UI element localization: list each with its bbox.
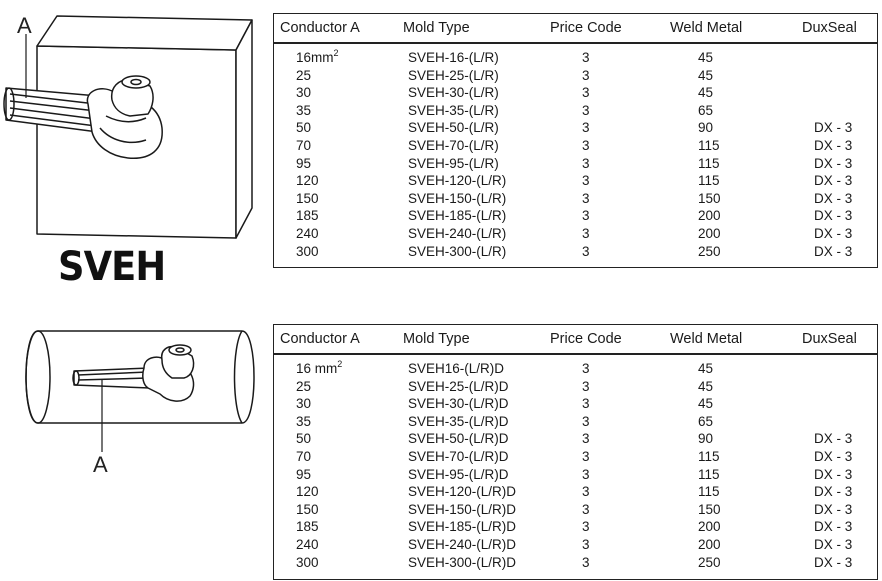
cell-weld-metal: 200	[698, 519, 721, 535]
cell-duxseal: DX - 3	[814, 519, 853, 535]
cell-mold-type: SVEH-150-(L/R)	[408, 190, 507, 206]
cell-price-code: 3	[582, 413, 590, 429]
table-row	[274, 244, 877, 262]
cell-price-code: 3	[582, 484, 590, 500]
table-row	[274, 191, 877, 209]
cell-duxseal: DX - 3	[814, 120, 853, 136]
cell-price-code: 3	[582, 378, 590, 394]
cell-weld-metal: 45	[698, 361, 714, 376]
cell-price-code: 3	[582, 501, 590, 517]
cell-weld-metal: 115	[698, 173, 720, 189]
cell-price-code: 3	[582, 208, 590, 224]
cell-weld-metal: 45	[698, 50, 714, 65]
header-duxseal: DuxSeal	[802, 331, 857, 347]
cell-weld-metal: 115	[698, 137, 720, 153]
table-row	[274, 484, 877, 502]
cell-mold-type: SVEH-150-(L/R)D	[408, 501, 517, 517]
table-row	[274, 519, 877, 537]
cell-duxseal: DX - 3	[814, 431, 853, 447]
header-mold-type: Mold Type	[403, 331, 470, 347]
cell-price-code: 3	[582, 536, 590, 552]
product-title: SVEH	[58, 244, 166, 290]
table-row	[274, 173, 877, 191]
cell-duxseal: DX - 3	[814, 501, 853, 517]
cell-mold-type: SVEH-120-(L/R)	[408, 173, 507, 189]
table-row	[274, 396, 877, 414]
table-row	[274, 50, 877, 68]
cell-price-code: 3	[582, 137, 590, 153]
cell-price-code: 3	[582, 173, 590, 189]
cell-weld-metal: 200	[698, 208, 721, 224]
cell-mold-type: SVEH-25-(L/R)D	[408, 378, 509, 394]
cell-duxseal: DX - 3	[814, 190, 853, 206]
table-body	[274, 355, 877, 572]
cell-conductor: 185	[296, 208, 319, 224]
cell-mold-type: SVEH-95-(L/R)D	[408, 466, 509, 482]
cell-price-code: 3	[582, 67, 590, 83]
table-row	[274, 68, 877, 86]
cell-mold-type: SVEH-35-(L/R)D	[408, 413, 509, 429]
cell-conductor: 50	[296, 120, 312, 136]
cell-mold-type: SVEH-300-(L/R)	[408, 243, 507, 259]
cell-mold-type: SVEH-70-(L/R)	[408, 137, 499, 153]
cell-price-code: 3	[582, 155, 590, 171]
cell-weld-metal: 150	[698, 501, 721, 517]
cell-conductor: 70	[296, 137, 312, 153]
wall-weld-illustration	[4, 16, 252, 238]
table-row	[274, 467, 877, 485]
header-weld-metal: Weld Metal	[670, 20, 743, 36]
cell-mold-type: SVEH-240-(L/R)	[408, 225, 507, 241]
cell-conductor: 35	[296, 413, 312, 429]
cell-weld-metal: 200	[698, 225, 721, 241]
cell-duxseal: DX - 3	[814, 484, 853, 500]
cell-duxseal: DX - 3	[814, 466, 853, 482]
cell-duxseal: DX - 3	[814, 137, 853, 153]
table-row	[274, 431, 877, 449]
cell-price-code: 3	[582, 519, 590, 535]
cell-conductor: 25	[296, 378, 312, 394]
cell-duxseal: DX - 3	[814, 448, 853, 464]
table-row	[274, 361, 877, 379]
unit-superscript: 2	[333, 48, 339, 58]
table-row	[274, 379, 877, 397]
table-row	[274, 414, 877, 432]
table-row	[274, 120, 877, 138]
unit-superscript: 2	[337, 359, 343, 369]
mold-table-pipe	[273, 324, 878, 580]
cell-price-code: 3	[582, 225, 590, 241]
header-conductor: Conductor A	[280, 20, 360, 36]
cell-price-code: 3	[582, 190, 590, 206]
cell-weld-metal: 250	[698, 554, 721, 570]
cell-duxseal: DX - 3	[814, 208, 853, 224]
header-mold-type: Mold Type	[403, 20, 470, 36]
cell-price-code: 3	[582, 102, 590, 118]
cell-conductor: 70	[296, 448, 312, 464]
cell-mold-type: SVEH-50-(L/R)	[408, 120, 499, 136]
cell-conductor: $16mm^2$	[296, 48, 339, 65]
cell-mold-type: SVEH-50-(L/R)D	[408, 431, 509, 447]
cell-price-code: 3	[582, 466, 590, 482]
cell-weld-metal: 90	[698, 120, 714, 136]
table-row	[274, 208, 877, 226]
cell-duxseal: DX - 3	[814, 225, 853, 241]
cell-conductor: 120	[296, 484, 319, 500]
callout-label-bottom: A	[93, 452, 108, 477]
cell-mold-type: SVEH-120-(L/R)D	[408, 484, 517, 500]
table-row	[274, 156, 877, 174]
cell-mold-type: SVEH16-(L/R)D	[408, 361, 505, 376]
cell-price-code: 3	[582, 396, 590, 412]
table-row	[274, 537, 877, 555]
table-row	[274, 85, 877, 103]
pipe-weld-illustration	[26, 331, 254, 452]
cell-weld-metal: 45	[698, 378, 714, 394]
cell-mold-type: SVEH-240-(L/R)D	[408, 536, 517, 552]
cell-mold-type: SVEH-30-(L/R)	[408, 85, 499, 101]
cell-mold-type: SVEH-70-(L/R)D	[408, 448, 509, 464]
cell-price-code: 3	[582, 554, 590, 570]
cell-weld-metal: 250	[698, 243, 721, 259]
table-row	[274, 138, 877, 156]
header-price-code: Price Code	[550, 20, 622, 36]
cell-duxseal: DX - 3	[814, 536, 853, 552]
cell-conductor: 95	[296, 155, 312, 171]
cell-price-code: 3	[582, 50, 590, 65]
cell-duxseal: DX - 3	[814, 155, 853, 171]
cell-duxseal: DX - 3	[814, 554, 853, 570]
cell-conductor: 150	[296, 190, 319, 206]
table-body	[274, 44, 877, 261]
cell-price-code: 3	[582, 361, 590, 376]
cell-mold-type: SVEH-35-(L/R)	[408, 102, 499, 118]
cell-mold-type: SVEH-25-(L/R)	[408, 67, 499, 83]
cell-conductor: 240	[296, 225, 319, 241]
cell-conductor: 120	[296, 173, 319, 189]
table-row	[274, 449, 877, 467]
header-duxseal: DuxSeal	[802, 20, 857, 36]
table-row	[274, 502, 877, 520]
cell-price-code: 3	[582, 85, 590, 101]
cell-weld-metal: 45	[698, 396, 714, 412]
header-conductor: Conductor A	[280, 331, 360, 347]
table-header	[274, 14, 877, 44]
cell-weld-metal: 115	[698, 466, 720, 482]
cell-conductor: 30	[296, 396, 312, 412]
header-price-code: Price Code	[550, 331, 622, 347]
cell-duxseal: DX - 3	[814, 243, 853, 259]
cell-mold-type: SVEH-185-(L/R)	[408, 208, 507, 224]
cell-weld-metal: 65	[698, 102, 714, 118]
cell-weld-metal: 90	[698, 431, 714, 447]
cell-weld-metal: 115	[698, 484, 720, 500]
cell-price-code: 3	[582, 120, 590, 136]
cell-weld-metal: 115	[698, 448, 720, 464]
cell-weld-metal: 65	[698, 413, 714, 429]
cell-weld-metal: 45	[698, 85, 714, 101]
cell-mold-type: SVEH-95-(L/R)	[408, 155, 499, 171]
cell-conductor: 35	[296, 102, 312, 118]
cell-price-code: 3	[582, 243, 590, 259]
cell-conductor: 300	[296, 554, 319, 570]
cell-mold-type: SVEH-16-(L/R)	[408, 50, 499, 65]
callout-label-top: A	[17, 13, 32, 38]
cell-conductor: 25	[296, 67, 312, 83]
cell-conductor: 185	[296, 519, 319, 535]
cell-conductor: 16 $mm^2$	[296, 359, 343, 376]
cell-duxseal: DX - 3	[814, 173, 853, 189]
cell-conductor: 240	[296, 536, 319, 552]
table-header	[274, 325, 877, 355]
cell-price-code: 3	[582, 448, 590, 464]
cell-price-code: 3	[582, 431, 590, 447]
table-row	[274, 555, 877, 573]
cell-mold-type: SVEH-300-(L/R)D	[408, 554, 517, 570]
cell-weld-metal: 150	[698, 190, 721, 206]
cell-conductor: 30	[296, 85, 312, 101]
cell-conductor: 50	[296, 431, 312, 447]
cell-weld-metal: 200	[698, 536, 721, 552]
cell-mold-type: SVEH-185-(L/R)D	[408, 519, 517, 535]
cell-weld-metal: 115	[698, 155, 720, 171]
cell-mold-type: SVEH-30-(L/R)D	[408, 396, 509, 412]
table-row	[274, 103, 877, 121]
mold-table-wall	[273, 13, 878, 268]
header-weld-metal: Weld Metal	[670, 331, 743, 347]
cell-conductor: 300	[296, 243, 319, 259]
cell-weld-metal: 45	[698, 67, 714, 83]
cell-conductor: 95	[296, 466, 312, 482]
cell-conductor: 150	[296, 501, 319, 517]
table-row	[274, 226, 877, 244]
